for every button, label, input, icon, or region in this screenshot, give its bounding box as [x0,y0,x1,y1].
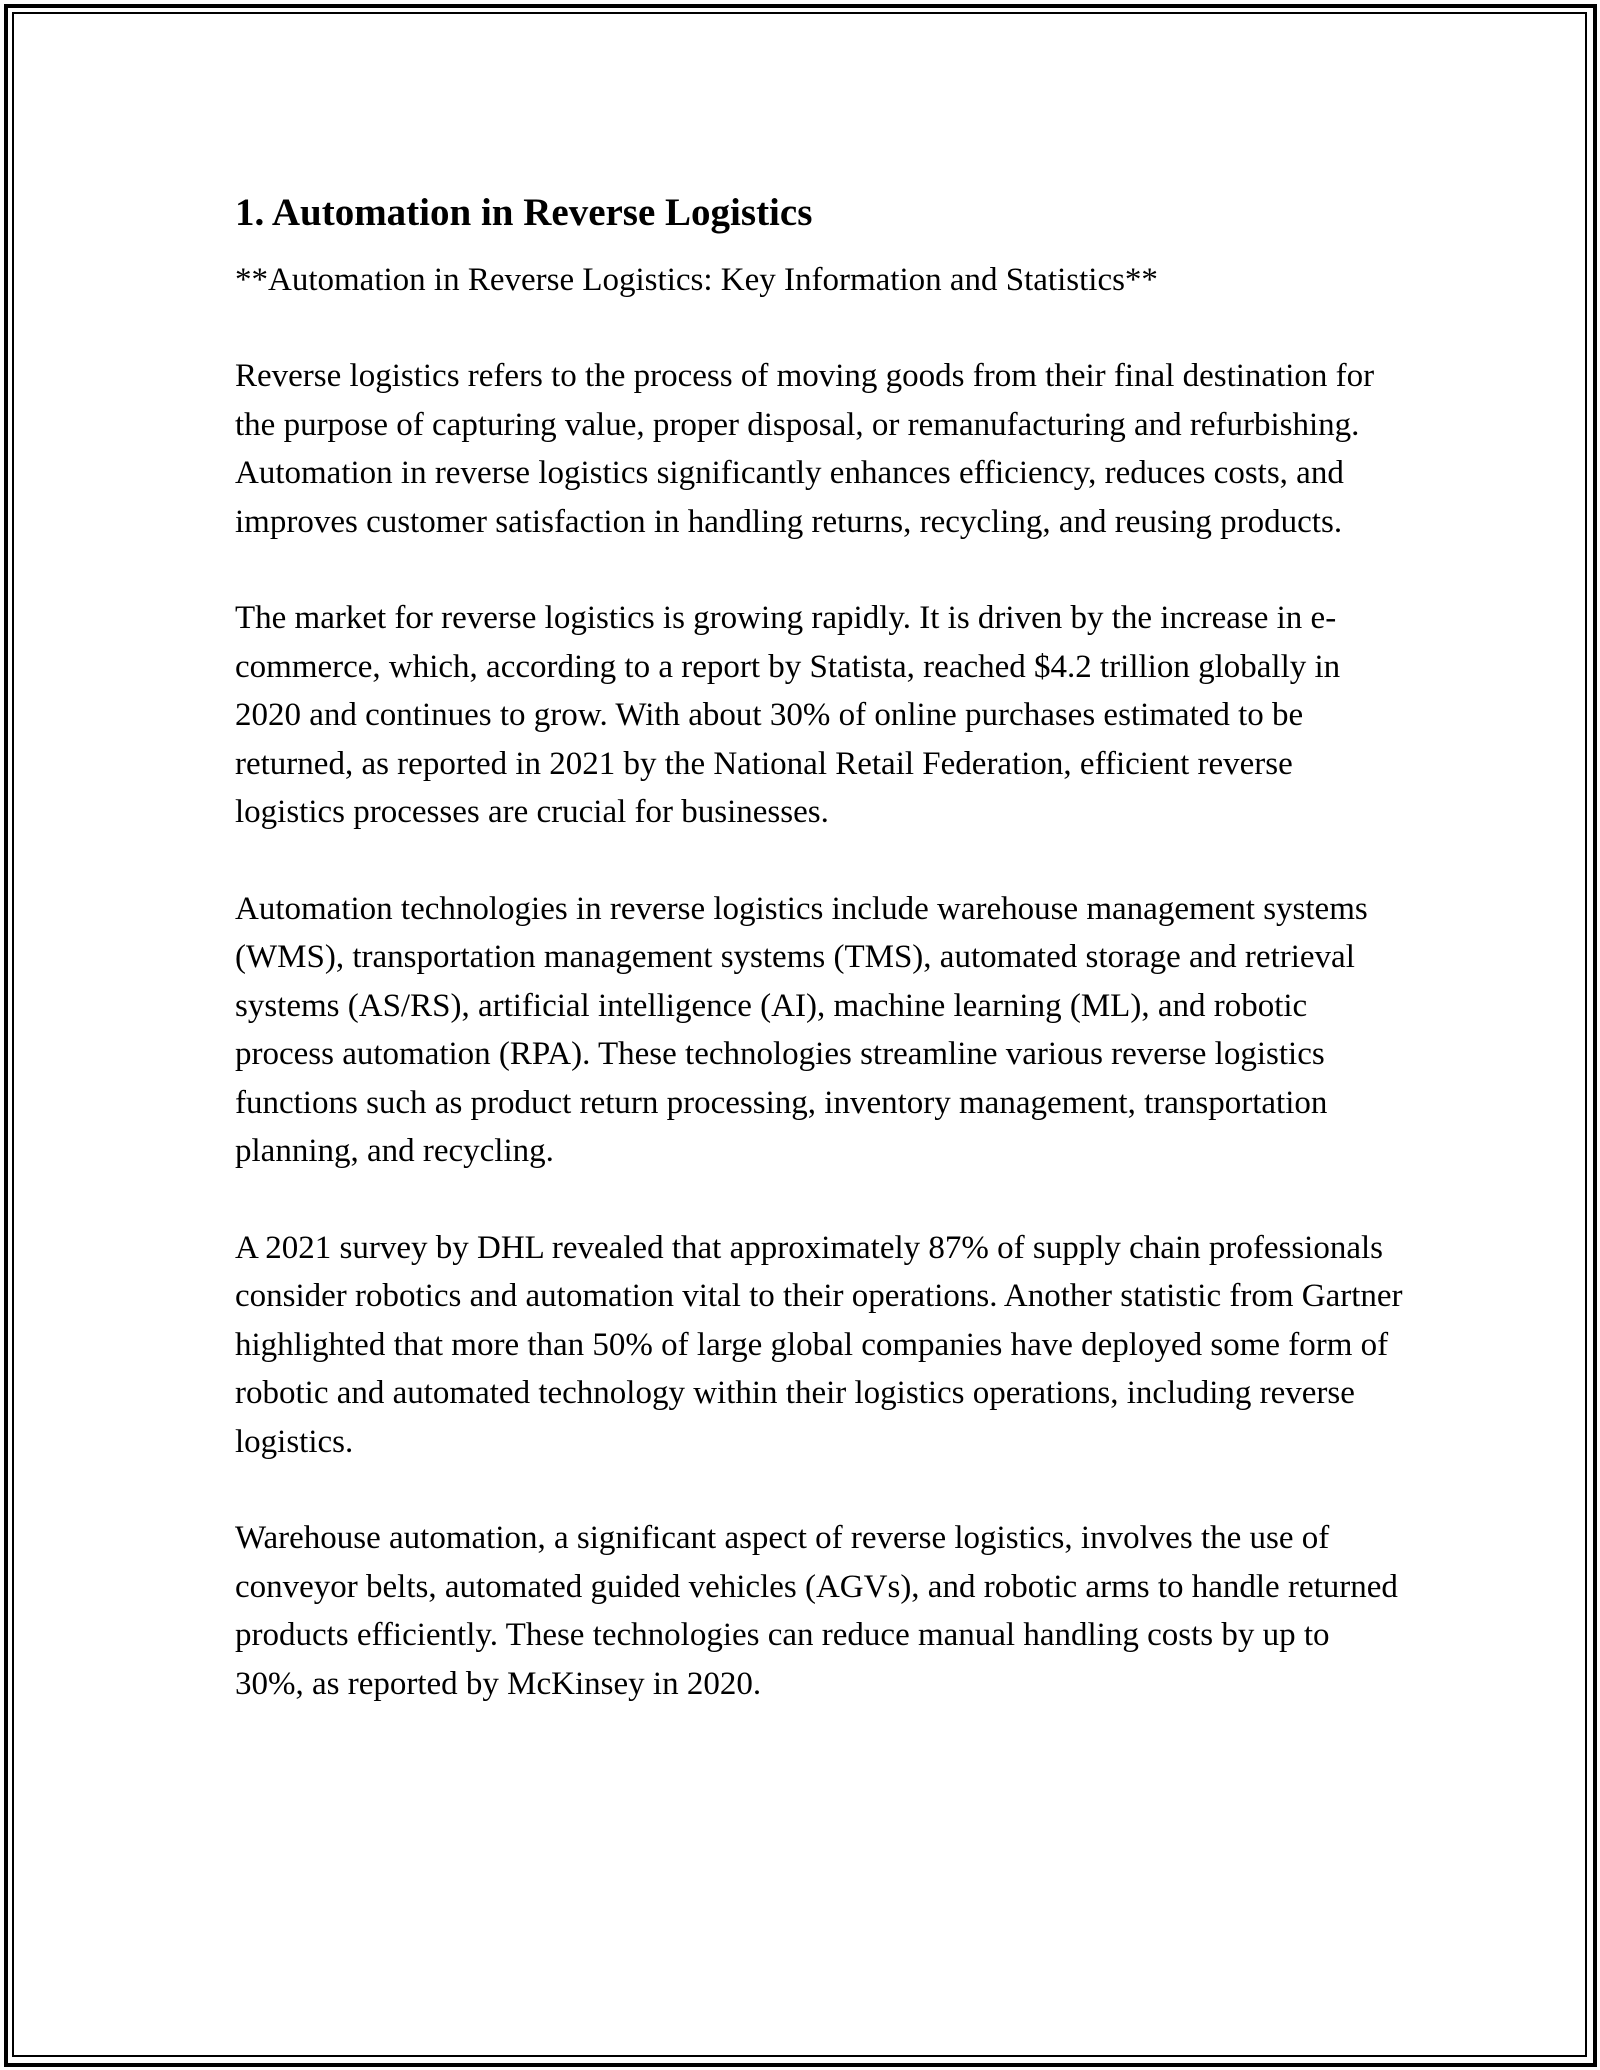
paragraph-survey-statistics: A 2021 survey by DHL revealed that approximately 87% of supply chain professionals consider robotics and automation vital to their operations. Another statistic from Gartner highlighted that more than 50% of large global companies have deployed some form of robotic and automated technology within their logistics operations, including reverse logistics. [235,1229,1403,1460]
section-heading: 1. Automation in Reverse Logistics [235,191,813,234]
document-body [235,186,1405,1708]
section-subtitle: **Automation in Reverse Logistics: Key Information and Statistics** [235,262,1158,298]
paragraph-warehouse-automation: Warehouse automation, a significant aspect of reverse logistics, involves the use of conveyor belts, automated guided vehicles (AGVs), and robotic arms to handle returned products efficiently. These technologies can reduce manual handling costs by up to 30%, as reported by McKinsey in 2020. [235,1520,1398,1702]
paragraph-market-growth: The market for reverse logistics is growing rapidly. It is driven by the increase in e-commerce, which, according to a report by Statista, reached $4.2 trillion globally in 2020 and continues to grow. With about 30% of online purchases estimated to be returned, as reported in 2021 by the National Retail Federation, efficient reverse logistics processes are crucial for businesses. [235,600,1341,830]
paragraph-reverse-logistics-definition: Reverse logistics refers to the process of moving goods from their final destination for the purpose of capturing value, proper disposal, or remanufacturing and refurbishing. Automation in reverse logistics significantly enhances efficiency, reduces costs, and improves customer satisfaction in handling returns, recycling, and reusing products. [235,358,1375,540]
paragraph-automation-technologies: Automation technologies in reverse logistics include warehouse management systems (WMS), transportation management systems (TMS), automated storage and retrieval systems (AS/RS), artificial intelligence (AI), machine learning (ML), and robotic process automation (RPA). These technologies streamline various reverse logistics functions such as product return processing, inventory management, transportation planning, and recycling. [235,890,1368,1169]
